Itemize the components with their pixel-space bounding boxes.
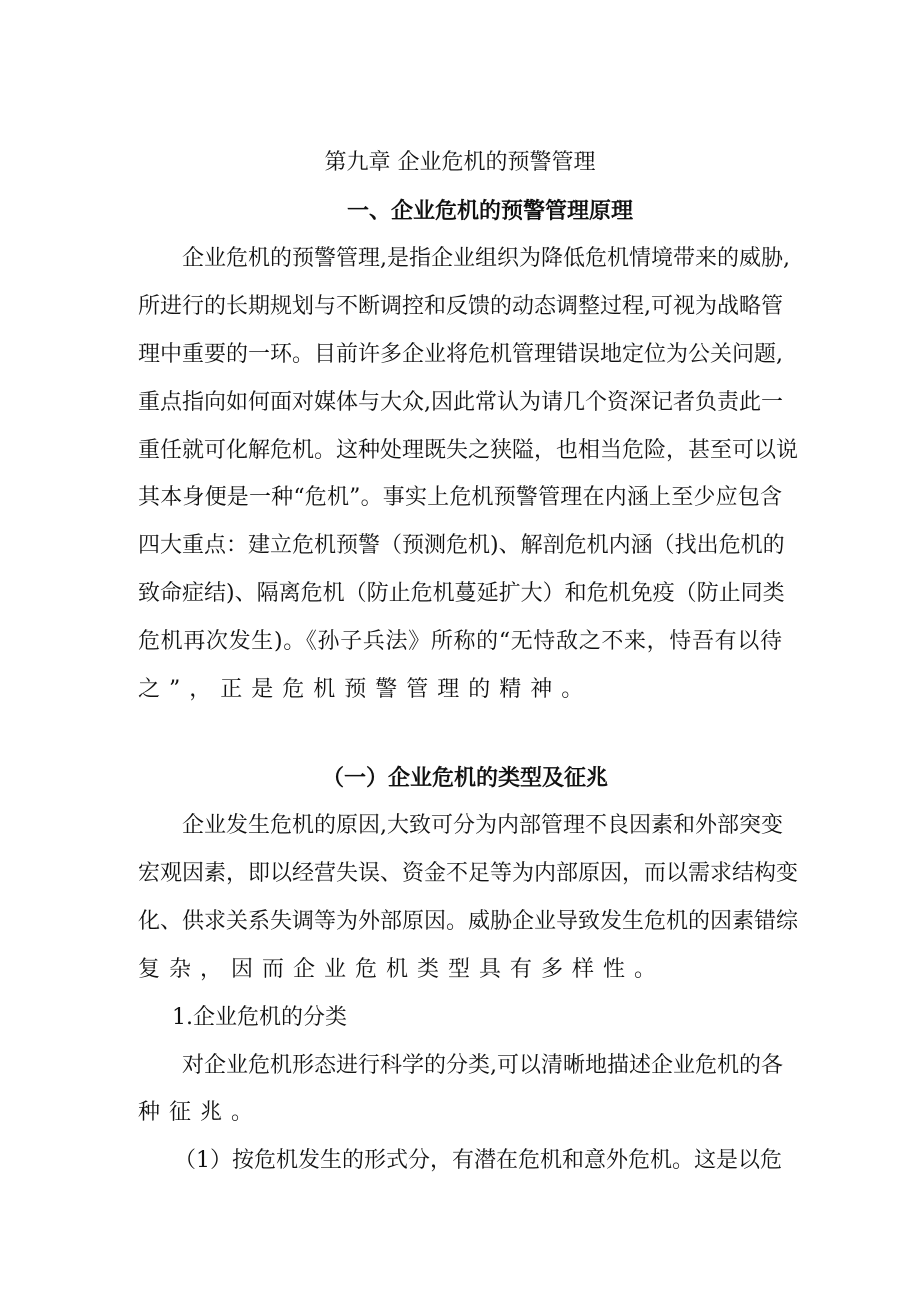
text-line: 之”，正是危机预警管理的精神。 <box>138 677 593 702</box>
text-line: 对企业危机形态进行科学的分类,可以清晰地描述企业危机的各 <box>182 1053 783 1078</box>
text-line: 其本身便是一种“危机”。事实上危机预警管理在内涵上至少应包含 <box>138 485 782 510</box>
text-line: 宏观因素，即以经营失误、资金不足等为内部原因，而以需求结构变 <box>138 861 799 886</box>
text-line: 致命症结)、隔离危机（防止危机蔓延扩大）和危机免疫（防止同类 <box>138 581 785 606</box>
text-line: 复杂，因而企业危机类型具有多样性。 <box>138 957 666 982</box>
section-heading: 一、企业危机的预警管理原理 <box>346 198 633 224</box>
text-line: 危机再次发生)。《孙子兵法》所称的“无恃敌之不来，恃吾有以待 <box>138 629 782 654</box>
text-line: 四大重点：建立危机预警（预测危机)、解剖危机内涵（找出危机的 <box>138 533 785 558</box>
text-line: 理中重要的一环。目前许多企业将危机管理错误地定位为公关问题, <box>138 342 783 367</box>
text-line: 化、供求关系失调等为外部原因。威胁企业导致发生危机的因素错综 <box>138 909 799 934</box>
chapter-title: 第九章 企业危机的预警管理 <box>324 150 596 175</box>
subsection-heading: （一）企业危机的类型及征兆 <box>321 765 608 791</box>
text-line: 企业危机的预警管理,是指企业组织为降低危机情境带来的威胁, <box>182 246 790 271</box>
text-line: 所进行的长期规划与不断调控和反馈的动态调整过程,可视为战略管 <box>138 294 783 319</box>
text-line: 企业发生危机的原因,大致可分为内部管理不良因素和外部突变 <box>182 813 783 838</box>
text-line: 重任就可化解危机。这种处理既失之狭隘，也相当危险，甚至可以说 <box>138 438 799 463</box>
text-line: 种征兆。 <box>138 1100 263 1125</box>
item-heading: 1.企业危机的分类 <box>172 1005 347 1030</box>
text-line: （1）按危机发生的形式分，有潜在危机和意外危机。这是以危 <box>174 1148 782 1173</box>
text-line: 重点指向如何面对媒体与大众,因此常认为请几个资深记者负责此一 <box>138 390 783 415</box>
